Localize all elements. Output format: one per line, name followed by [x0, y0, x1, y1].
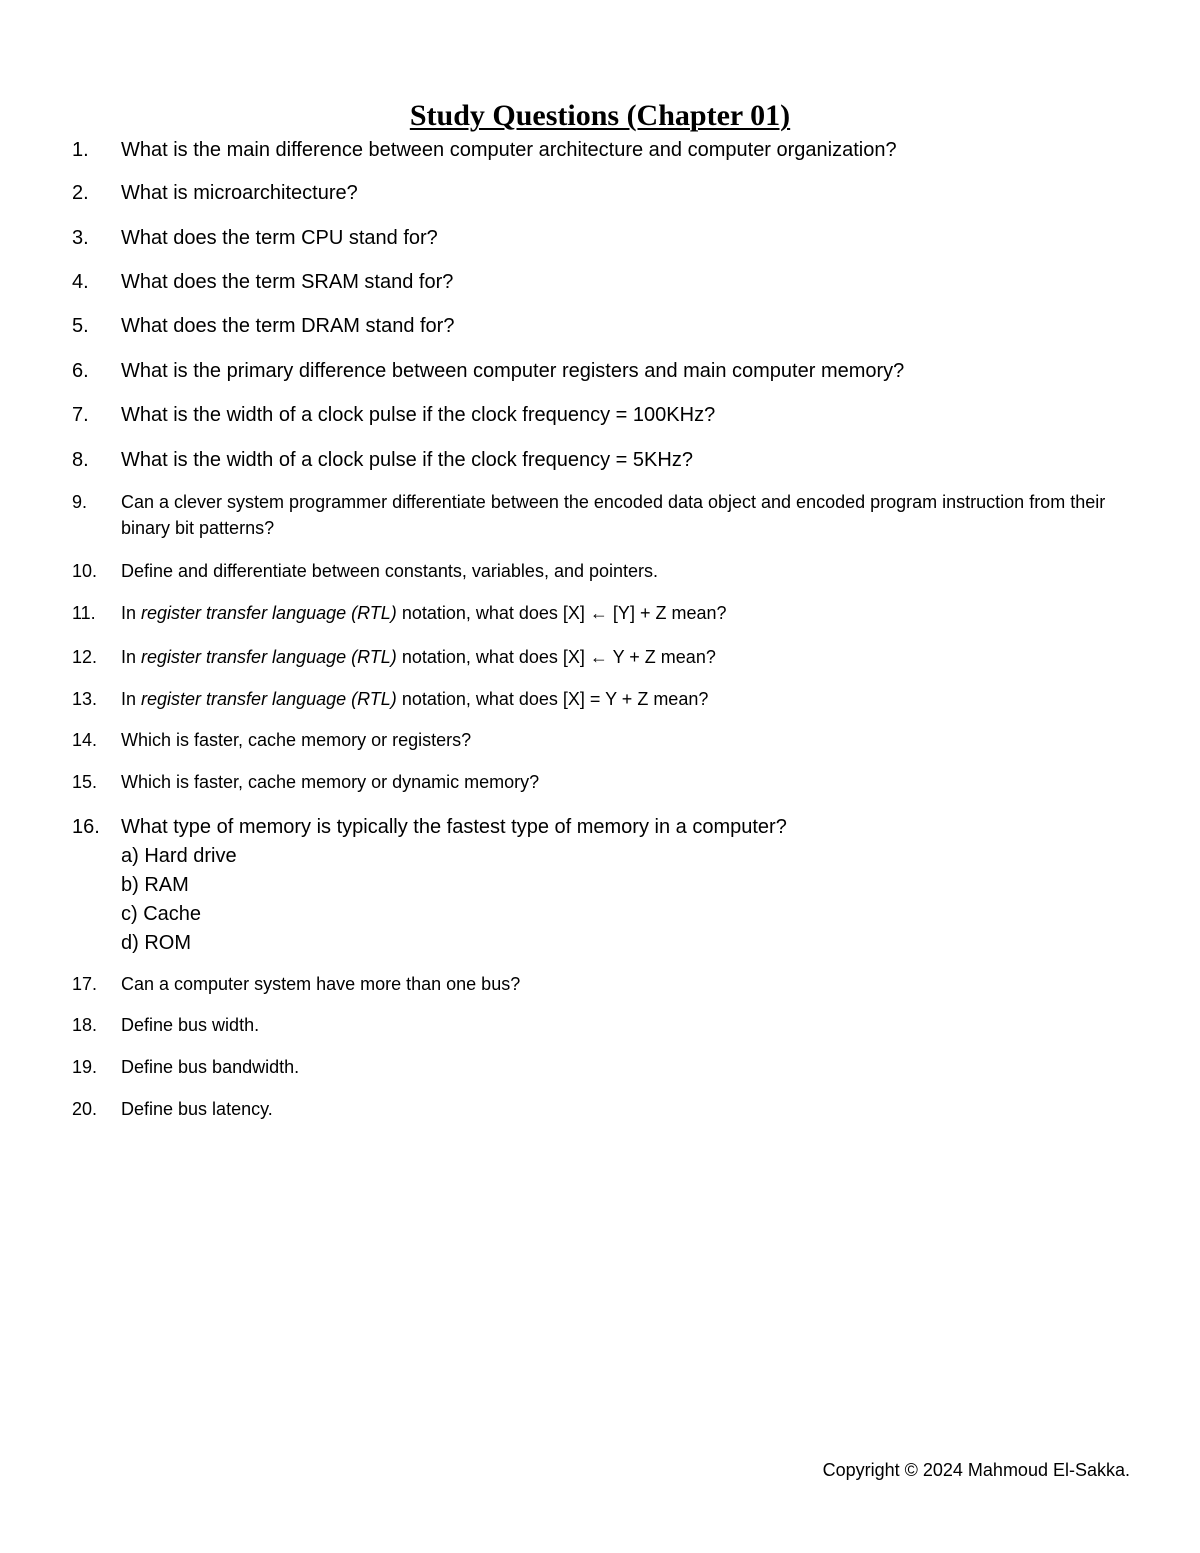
copyright-footer: Copyright © 2024 Mahmoud El-Sakka. — [822, 1460, 1130, 1480]
question-emphasis: register transfer language (RTL) — [141, 603, 397, 623]
question-text: Which is faster, cache memory or dynamic memory? — [121, 772, 540, 792]
question-text: Define bus latency. — [121, 1099, 273, 1119]
question-text: Can a clever system programmer differentiate between the encoded data object and encoded program instruction from their binary bit patterns? — [121, 492, 1106, 538]
question-number: 16. — [72, 816, 100, 838]
page-title: Study Questions (Chapter 01) — [409, 99, 791, 132]
question-text: Define and differentiate between constants, variables, and pointers. — [121, 561, 659, 581]
answer-option-b: b) RAM — [121, 874, 189, 896]
question-text: What is the main difference between computer architecture and computer organization? — [121, 139, 897, 161]
question-text: What is the width of a clock pulse if the clock frequency = 100KHz? — [121, 404, 716, 426]
question-number: 15. — [72, 772, 98, 792]
question-text: What does the term DRAM stand for? — [121, 315, 455, 337]
answer-option-c: c) Cache — [121, 903, 202, 925]
answer-option-a: a) Hard drive — [121, 845, 237, 867]
question-number: 3. — [72, 227, 89, 249]
question-number: 17. — [72, 974, 98, 994]
question-number: 20. — [72, 1099, 98, 1119]
question-text: What is the primary difference between computer registers and main computer memory? — [121, 360, 905, 382]
question-text: Which is faster, cache memory or registers? — [121, 730, 472, 750]
question-text: Can a computer system have more than one bus? — [121, 974, 521, 994]
question-text — [121, 813, 1141, 958]
question-number: 18. — [72, 1015, 98, 1035]
question-number: 7. — [72, 404, 89, 426]
question-text: What is the width of a clock pulse if the clock frequency = 5KHz? — [121, 449, 693, 471]
question-text: What does the term SRAM stand for? — [121, 271, 454, 293]
question-text: What does the term CPU stand for? — [121, 227, 438, 249]
question-text: In register transfer language (RTL) notation, what does [X] ← Y + Z mean? — [121, 647, 716, 667]
question-number: 19. — [72, 1057, 98, 1077]
question-number: 13. — [72, 689, 98, 709]
question-number: 2. — [72, 182, 89, 204]
question-text: Define bus bandwidth. — [121, 1057, 300, 1077]
question-number: 6. — [72, 360, 89, 382]
question-emphasis: register transfer language (RTL) — [141, 647, 397, 667]
question-text: What is microarchitecture? — [121, 182, 358, 204]
question-number: 9. — [72, 492, 88, 512]
question-text: In register transfer language (RTL) notation, what does [X] = Y + Z mean? — [121, 689, 709, 709]
question-number: 10. — [72, 561, 98, 581]
question-number: 12. — [72, 647, 98, 667]
question-number: 8. — [72, 449, 89, 471]
answer-option-d: d) ROM — [121, 932, 191, 954]
question-text: Define bus width. — [121, 1015, 260, 1035]
question-text: In register transfer language (RTL) notation, what does [X] ← [Y] + Z mean? — [121, 603, 727, 623]
question-number: 4. — [72, 271, 89, 293]
question-number: 5. — [72, 315, 89, 337]
question-stem: What type of memory is typically the fastest type of memory in a computer? — [121, 816, 787, 838]
question-number: 1. — [72, 139, 89, 161]
question-number: 14. — [72, 730, 98, 750]
question-number: 11. — [72, 603, 96, 623]
question-emphasis: register transfer language (RTL) — [141, 689, 397, 709]
